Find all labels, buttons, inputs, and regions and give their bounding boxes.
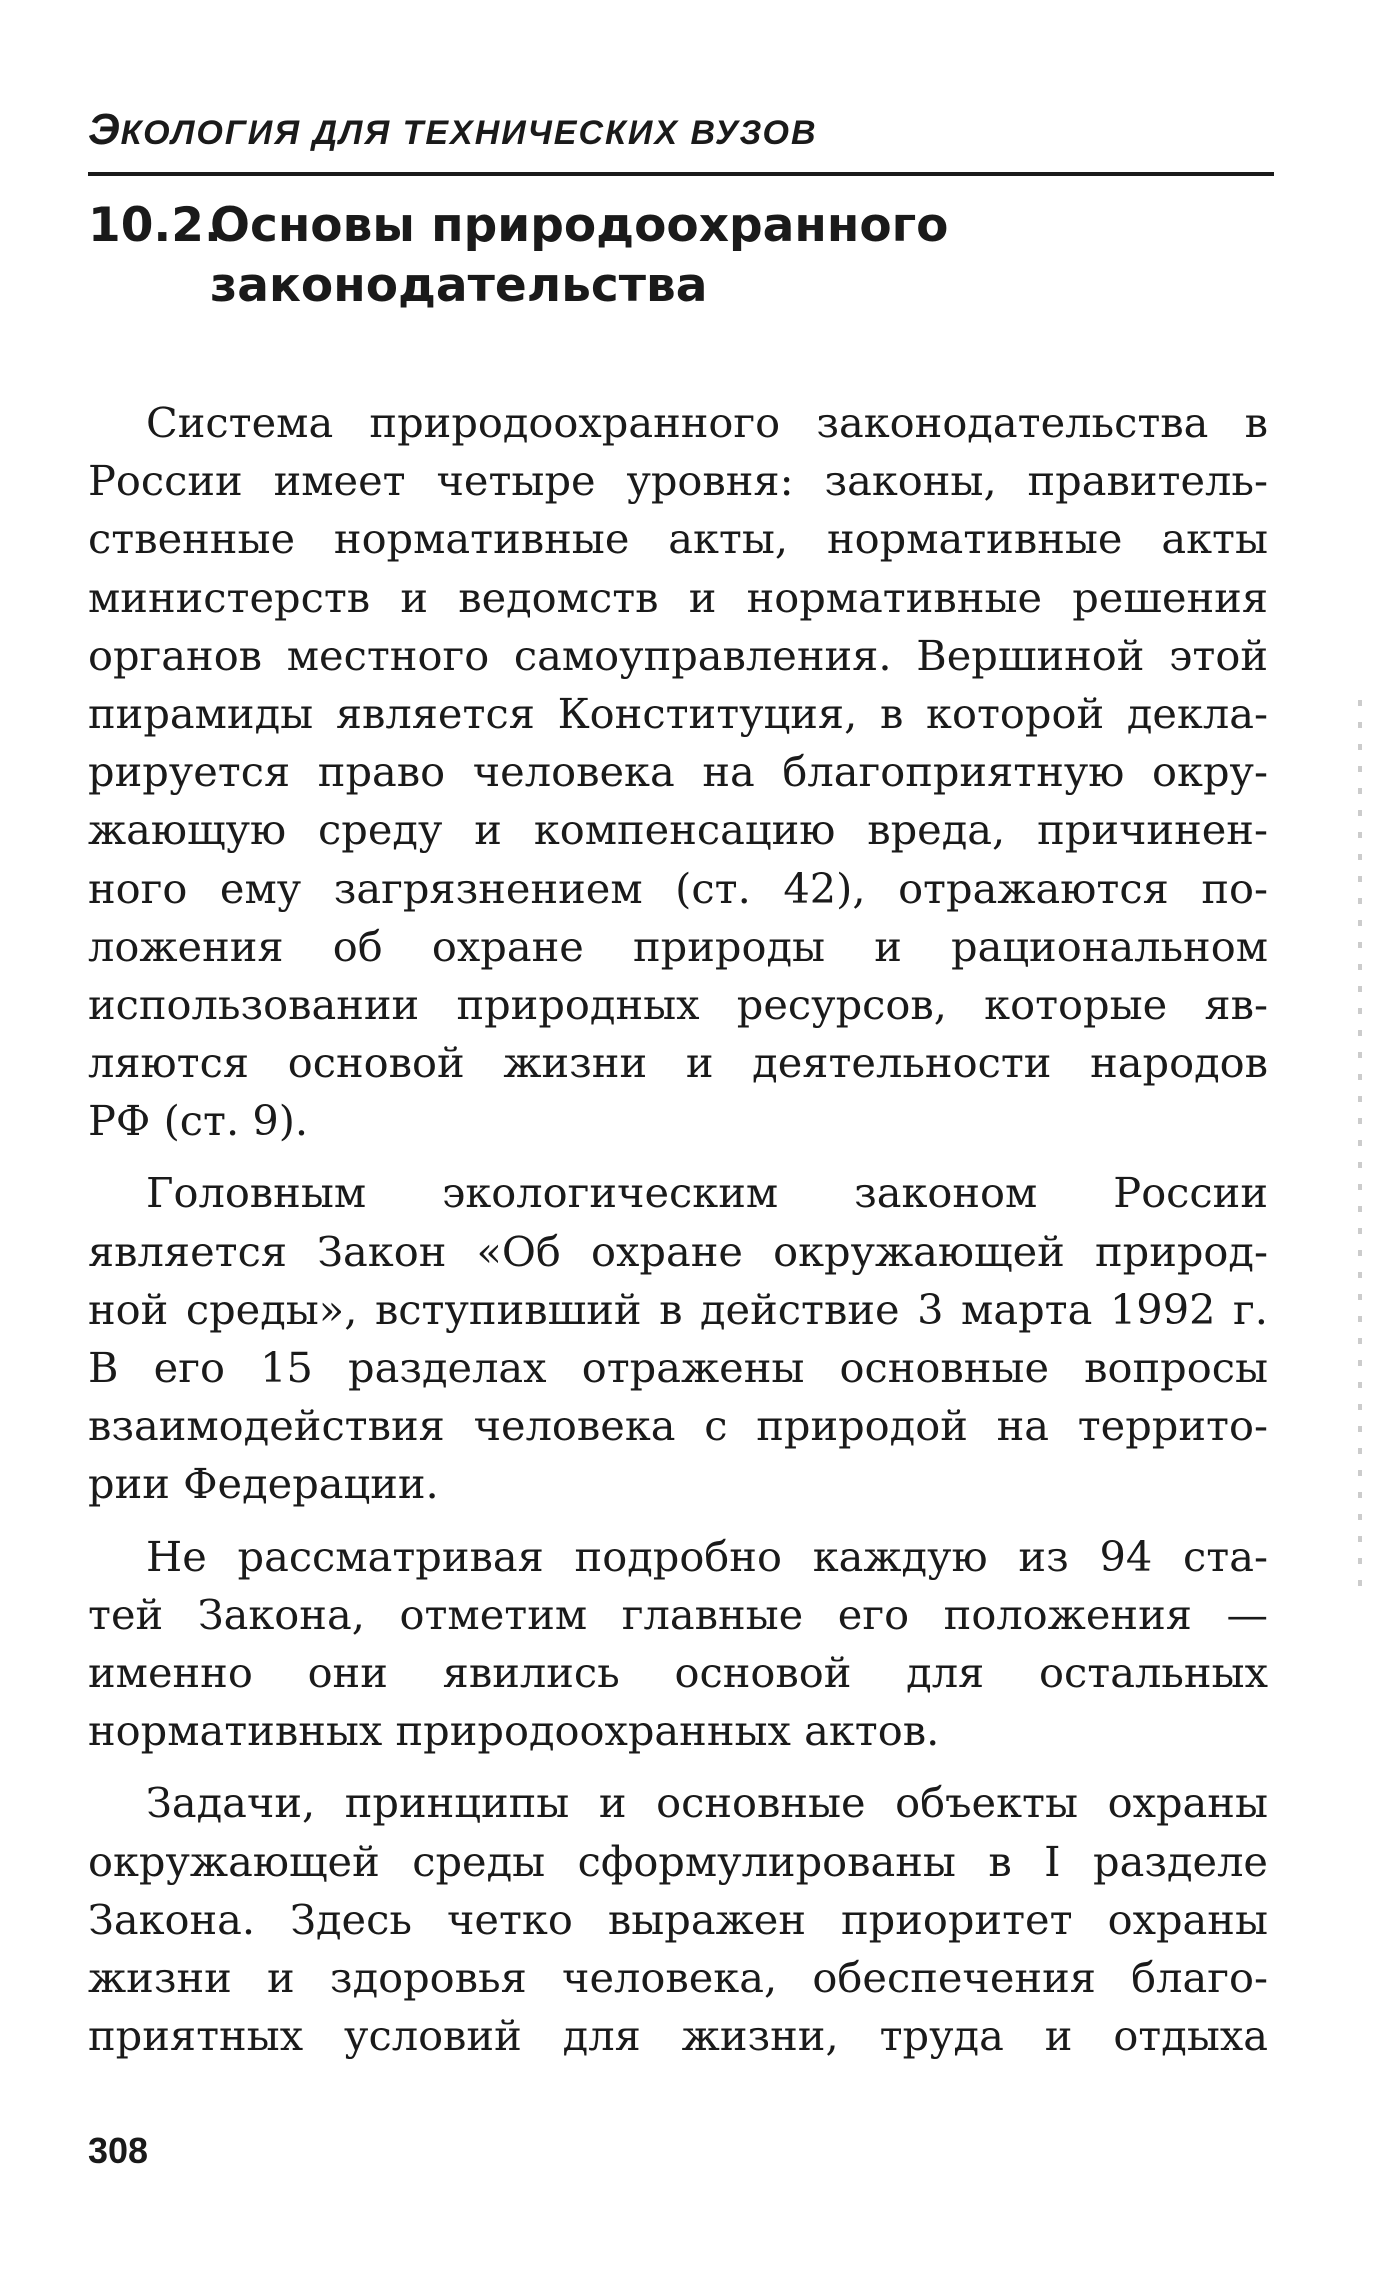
paragraph-line: Система природоохранного законодательства в bbox=[146, 398, 1268, 447]
paragraph-line: использовании природных ресурсов, которые яв- bbox=[88, 979, 1268, 1029]
header-rule bbox=[88, 172, 1274, 176]
paragraph-line: Не рассматривая подробно каждую из 94 ста- bbox=[146, 1531, 1268, 1581]
paragraph-line: тей Закона, отметим главные его положения — bbox=[88, 1589, 1268, 1639]
paragraph-line: органов местного самоуправления. Вершиной этой bbox=[88, 630, 1268, 680]
paragraph-line: РФ (ст. 9). bbox=[88, 1096, 309, 1146]
paragraph-line: В его 15 разделах отражены основные вопросы bbox=[88, 1343, 1268, 1392]
paragraph-line: является Закон «Об охране окружающей природ- bbox=[88, 1226, 1268, 1276]
paragraph-line: ной среды», вступивший в действие 3 марта 1992 г. bbox=[88, 1284, 1268, 1334]
paragraph-line: приятных условий для жизни, труда и отдыха bbox=[88, 2011, 1268, 2061]
paragraph-gap bbox=[88, 1514, 1268, 1528]
paragraph-line: Головным экологическим законом России bbox=[146, 1168, 1268, 1218]
paragraph-line: жизни и здоровья человека, обеспечения благо- bbox=[88, 1952, 1268, 2002]
paragraph-line: ственные нормативные акты, нормативные акты bbox=[88, 514, 1268, 564]
paragraph-line: министерств и ведомств и нормативные решения bbox=[88, 572, 1268, 622]
paragraph-line: окружающей среды сформулированы в I разделе bbox=[88, 1836, 1268, 1886]
paragraph-line: рируется право человека на благоприятную окру- bbox=[88, 747, 1268, 797]
section-title-line2: законодательства bbox=[210, 258, 708, 313]
section-number: 10.2. bbox=[88, 198, 222, 253]
page-number: 308 bbox=[88, 2130, 149, 2171]
paragraph-gap bbox=[88, 1150, 1268, 1164]
section-title-line1: Основы природоохранного bbox=[210, 198, 949, 253]
paragraph-line: ляются основой жизни и деятельности народов bbox=[88, 1038, 1268, 1088]
paragraph-line: Закона. Здесь четко выражен приоритет охраны bbox=[88, 1894, 1268, 1944]
paragraph-line: ного ему загрязнением (ст. 42), отражаются по- bbox=[88, 863, 1268, 913]
section-title bbox=[88, 196, 1274, 316]
paragraph-line: ложения об охране природы и рациональном bbox=[88, 921, 1268, 971]
running-head-initial: Э bbox=[88, 105, 121, 154]
running-head bbox=[88, 104, 1274, 159]
paragraph-line: пирамиды является Конституция, в которой декла- bbox=[88, 688, 1268, 738]
paragraph-gap bbox=[88, 1760, 1268, 1774]
paragraph-line: именно они явились основой для остальных bbox=[88, 1647, 1268, 1697]
running-head-rest: ДЛЯ ТЕХНИЧЕСКИХ ВУЗОВ bbox=[301, 114, 818, 152]
running-head-word: КОЛОГИЯ bbox=[120, 114, 301, 152]
paragraph-line: взаимодействия человека с природой на террито- bbox=[88, 1401, 1268, 1451]
paragraph-line: России имеет четыре уровня: законы, правитель- bbox=[88, 456, 1268, 506]
paragraph-line: рии Федерации. bbox=[88, 1459, 439, 1509]
body-text bbox=[88, 394, 1268, 2065]
paragraph-line: Задачи, принципы и основные объекты охраны bbox=[146, 1778, 1268, 1828]
paragraph-line: жающую среду и компенсацию вреда, причинен- bbox=[88, 805, 1268, 855]
scan-edge-marks bbox=[1358, 700, 1362, 1600]
paragraph-line: нормативных природоохранных актов. bbox=[88, 1706, 940, 1756]
